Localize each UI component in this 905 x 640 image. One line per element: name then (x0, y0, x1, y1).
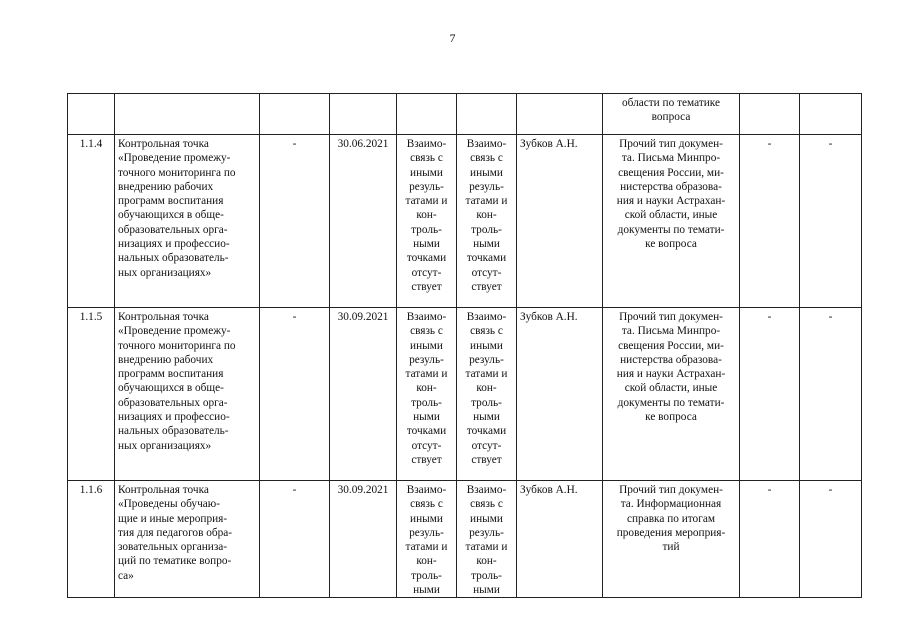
cell-num: 1.1.6 (68, 481, 115, 598)
cell-line: резуль- (469, 353, 504, 366)
cell-line: обучающихся в обще- (118, 382, 224, 395)
cell-prev (260, 94, 330, 135)
cell-prev: - (260, 481, 330, 598)
cell-line: образовательных орга- (118, 223, 228, 236)
cell-line: точного мониторинга по (118, 166, 236, 179)
cell-line: связь с (410, 498, 443, 511)
cell-line: ций по тематике вопро- (118, 555, 232, 568)
cell-line: Прочий тип докумен- (619, 138, 723, 150)
cell-line: ствует (411, 280, 442, 293)
cell-line: Контрольная точка (118, 484, 209, 496)
cell-doc-type (603, 481, 740, 598)
cell-line: Контрольная точка (118, 311, 209, 323)
cell-line: отсут- (471, 266, 502, 279)
page-number: 7 (449, 31, 456, 45)
table-row-continuation (68, 94, 862, 135)
cell-line: отсут- (411, 266, 442, 279)
cell-line: связь с (470, 152, 503, 165)
cell-line: документы по темати- (617, 396, 725, 409)
cell-name (115, 94, 260, 135)
cell-num: 1.1.4 (68, 135, 115, 308)
cell-col10: - (800, 135, 862, 308)
cell-line: татами и (405, 195, 448, 208)
cell-line: резуль- (409, 180, 444, 193)
cell-responsible (517, 94, 603, 135)
cell-line: кон- (416, 209, 437, 222)
cell-name (115, 308, 260, 481)
cell-date: 30.09.2021 (330, 481, 397, 598)
cell-line: свещения России, ми- (618, 166, 724, 179)
cell-line: тия для педагогов обра- (118, 526, 233, 539)
cell-line: Контрольная точка (118, 138, 209, 150)
cell-line: ствует (471, 453, 502, 466)
cell-line: татами и (465, 368, 508, 381)
table-row (68, 308, 862, 481)
cell-line: татами и (405, 541, 448, 554)
cell-line: внедрению рабочих (118, 353, 214, 366)
cell-link2 (457, 94, 517, 135)
cell-name (115, 135, 260, 308)
cell-line: ния и науки Астрахан- (616, 195, 726, 208)
cell-link1 (397, 135, 457, 308)
cell-line: Взаимо- (466, 484, 507, 496)
cell-date: 30.06.2021 (330, 135, 397, 308)
cell-line: проведения мероприя- (616, 526, 726, 539)
cell-doc-type (603, 308, 740, 481)
cell-line: татами и (465, 541, 508, 554)
cell-line: та. Письма Минпро- (621, 325, 721, 338)
cell-responsible: Зубков А.Н. (517, 481, 603, 598)
cell-name (115, 481, 260, 598)
cell-line: резуль- (469, 180, 504, 193)
cell-line: троль- (411, 396, 442, 409)
cell-link1 (397, 481, 457, 598)
cell-col9: - (740, 308, 800, 481)
cell-line: документы по темати- (617, 223, 725, 236)
cell-date (330, 94, 397, 135)
cell-link1 (397, 308, 457, 481)
cell-responsible: Зубков А.Н. (517, 308, 603, 481)
cell-line: троль- (471, 396, 502, 409)
cell-doc-type (603, 135, 740, 308)
cell-line: ными (413, 411, 440, 424)
cell-line: зовательных организа- (118, 541, 228, 554)
cell-line: ными (413, 584, 440, 597)
cell-line: точками (466, 252, 507, 265)
cell-line: Взаимо- (406, 484, 447, 496)
cell-line: «Проведение промежу- (118, 152, 231, 165)
cell-line: резуль- (469, 526, 504, 539)
cell-line: кон- (476, 555, 497, 568)
cell-line: нальных образователь- (118, 252, 229, 265)
cell-line: «Проведение промежу- (118, 325, 231, 338)
cell-line: са» (118, 569, 134, 582)
cell-line: щие и иные мероприя- (118, 512, 228, 525)
cell-line: ке вопроса (645, 411, 697, 424)
cell-line: Взаимо- (466, 138, 507, 150)
cell-line: ния и науки Астрахан- (616, 368, 726, 381)
cell-line: связь с (410, 325, 443, 338)
cell-num (68, 94, 115, 135)
cell-line: Взаимо- (406, 138, 447, 150)
cell-line: татами и (465, 195, 508, 208)
cell-line: кон- (476, 209, 497, 222)
cell-col9: - (740, 481, 800, 598)
control-points-table (67, 93, 862, 598)
cell-line: иными (470, 166, 503, 179)
cell-line: ке вопроса (645, 238, 697, 251)
cell-line: нистерства образова- (620, 180, 722, 193)
cell-line: связь с (470, 498, 503, 511)
cell-line: отсут- (411, 439, 442, 452)
cell-line: ской области, иные (624, 382, 718, 395)
cell-line: троль- (411, 569, 442, 582)
cell-col10: - (800, 308, 862, 481)
cell-line: ствует (471, 280, 502, 293)
cell-line: та. Письма Минпро- (621, 152, 721, 165)
cell-line: ными (413, 238, 440, 251)
cell-line: обучающихся в обще- (118, 209, 224, 222)
cell-col9 (740, 94, 800, 135)
cell-col10 (800, 94, 862, 135)
cell-line: нистерства образова- (620, 353, 722, 366)
cell-line: ствует (411, 453, 442, 466)
cell-line: резуль- (409, 353, 444, 366)
cell-line: ными (473, 411, 500, 424)
cell-line: троль- (471, 223, 502, 236)
cell-line: тий (662, 541, 680, 554)
cell-line: «Проведены обучаю- (118, 498, 220, 511)
cell-line: точками (406, 252, 447, 265)
cell-line: ской области, иные (624, 209, 718, 222)
cell-line: отсут- (471, 439, 502, 452)
cell-num: 1.1.5 (68, 308, 115, 481)
cell-line: кон- (416, 555, 437, 568)
cell-line: программ воспитания (118, 195, 224, 208)
cell-line: кон- (476, 382, 497, 395)
cell-col10: - (800, 481, 862, 598)
cell-line: нальных образователь- (118, 425, 229, 438)
cell-line: свещения России, ми- (618, 339, 724, 352)
cell-line: татами и (405, 368, 448, 381)
cell-line: справка по итогам (626, 512, 715, 525)
table-row (68, 481, 862, 598)
cell-line: низациях и профессио- (118, 238, 230, 251)
cell-line: ными (473, 238, 500, 251)
cell-line: иными (410, 166, 443, 179)
cell-prev: - (260, 308, 330, 481)
cell-line: точками (466, 425, 507, 438)
cell-date: 30.09.2021 (330, 308, 397, 481)
cell-link1 (397, 94, 457, 135)
cell-link2 (457, 481, 517, 598)
cell-line: точного мониторинга по (118, 339, 236, 352)
cell-line: резуль- (409, 526, 444, 539)
cell-line: кон- (416, 382, 437, 395)
cell-line: ных организациях» (118, 439, 212, 452)
cell-line: точками (406, 425, 447, 438)
cell-line: внедрению рабочих (118, 180, 214, 193)
cell-line: троль- (471, 569, 502, 582)
cell-line: ных организациях» (118, 266, 212, 279)
cell-col9: - (740, 135, 800, 308)
cell-line: образовательных орга- (118, 396, 228, 409)
cell-line: ными (473, 584, 500, 597)
cell-line: иными (410, 512, 443, 525)
cell-prev: - (260, 135, 330, 308)
cell-line: иными (470, 512, 503, 525)
cell-line: троль- (411, 223, 442, 236)
cell-link2 (457, 135, 517, 308)
cell-responsible: Зубков А.Н. (517, 135, 603, 308)
cell-doc-type: области по тематике вопроса (603, 94, 740, 135)
cell-line: программ воспитания (118, 368, 224, 381)
cell-line: связь с (410, 152, 443, 165)
cell-link2 (457, 308, 517, 481)
cell-line: Взаимо- (466, 311, 507, 323)
cell-line: Прочий тип докумен- (619, 484, 723, 496)
cell-line: Прочий тип докумен- (619, 311, 723, 323)
cell-line: иными (470, 339, 503, 352)
table-row (68, 135, 862, 308)
cell-line: та. Информационная (620, 498, 722, 511)
cell-line: связь с (470, 325, 503, 338)
cell-line: иными (410, 339, 443, 352)
cell-line: низациях и профессио- (118, 411, 230, 424)
cell-line: Взаимо- (406, 311, 447, 323)
